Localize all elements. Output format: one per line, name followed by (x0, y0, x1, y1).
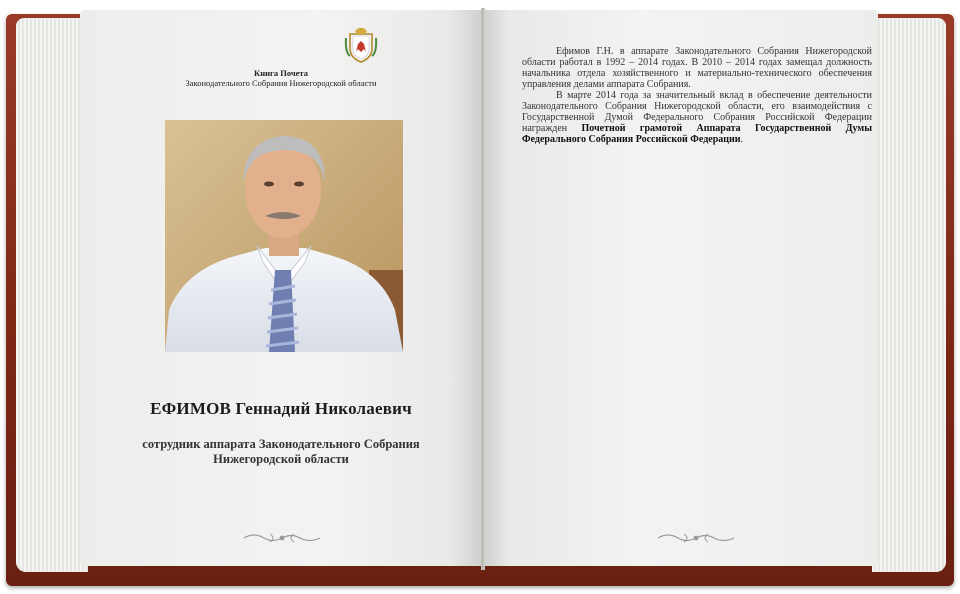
page-edges-right (872, 18, 946, 572)
paragraph-2-text: В марте 2014 года за значительный вклад в обеспечение деятельности Законодательного Собрания Нижегородской области, его взаимодействия с Государственной Думой Федерального Собрания Российской Федерации награжден (522, 90, 872, 134)
person-name: ЕФИМОВ Геннадий Николаевич (150, 399, 412, 418)
coat-of-arms-icon (344, 26, 378, 64)
biography-paragraph-1: Ефимов Г.Н. в аппарате Законодательного Собрания Нижегородской области работал в 1992 – 2014 годах. В 2010 – 2014 годах замещал должность начальника отдела хозяйственного и материально-технического обеспечения управления делами аппарата Собрания. (522, 46, 872, 90)
left-page (80, 10, 482, 566)
book-title (150, 68, 412, 88)
page-ornament-icon (656, 530, 736, 546)
book-title-line1: Книга Почета (254, 68, 308, 78)
portrait-photo (165, 120, 403, 352)
biography-paragraph-2 (522, 90, 872, 145)
right-page (484, 10, 878, 566)
position-line1: сотрудник аппарата Законодательного Собрания (142, 437, 420, 451)
book-title-line2: Законодательного Собрания Нижегородской области (185, 78, 377, 88)
page-edges-left (16, 18, 88, 572)
position-line2: Нижегородской области (213, 452, 349, 466)
page-ornament-icon (242, 530, 322, 546)
person-position (120, 437, 442, 467)
paragraph-2-end: . (740, 134, 744, 145)
biography-text (522, 46, 872, 145)
award-name: Почетной грамотой Аппарата Государственной Думы Федерального Собрания Российской Федерации (522, 123, 872, 145)
